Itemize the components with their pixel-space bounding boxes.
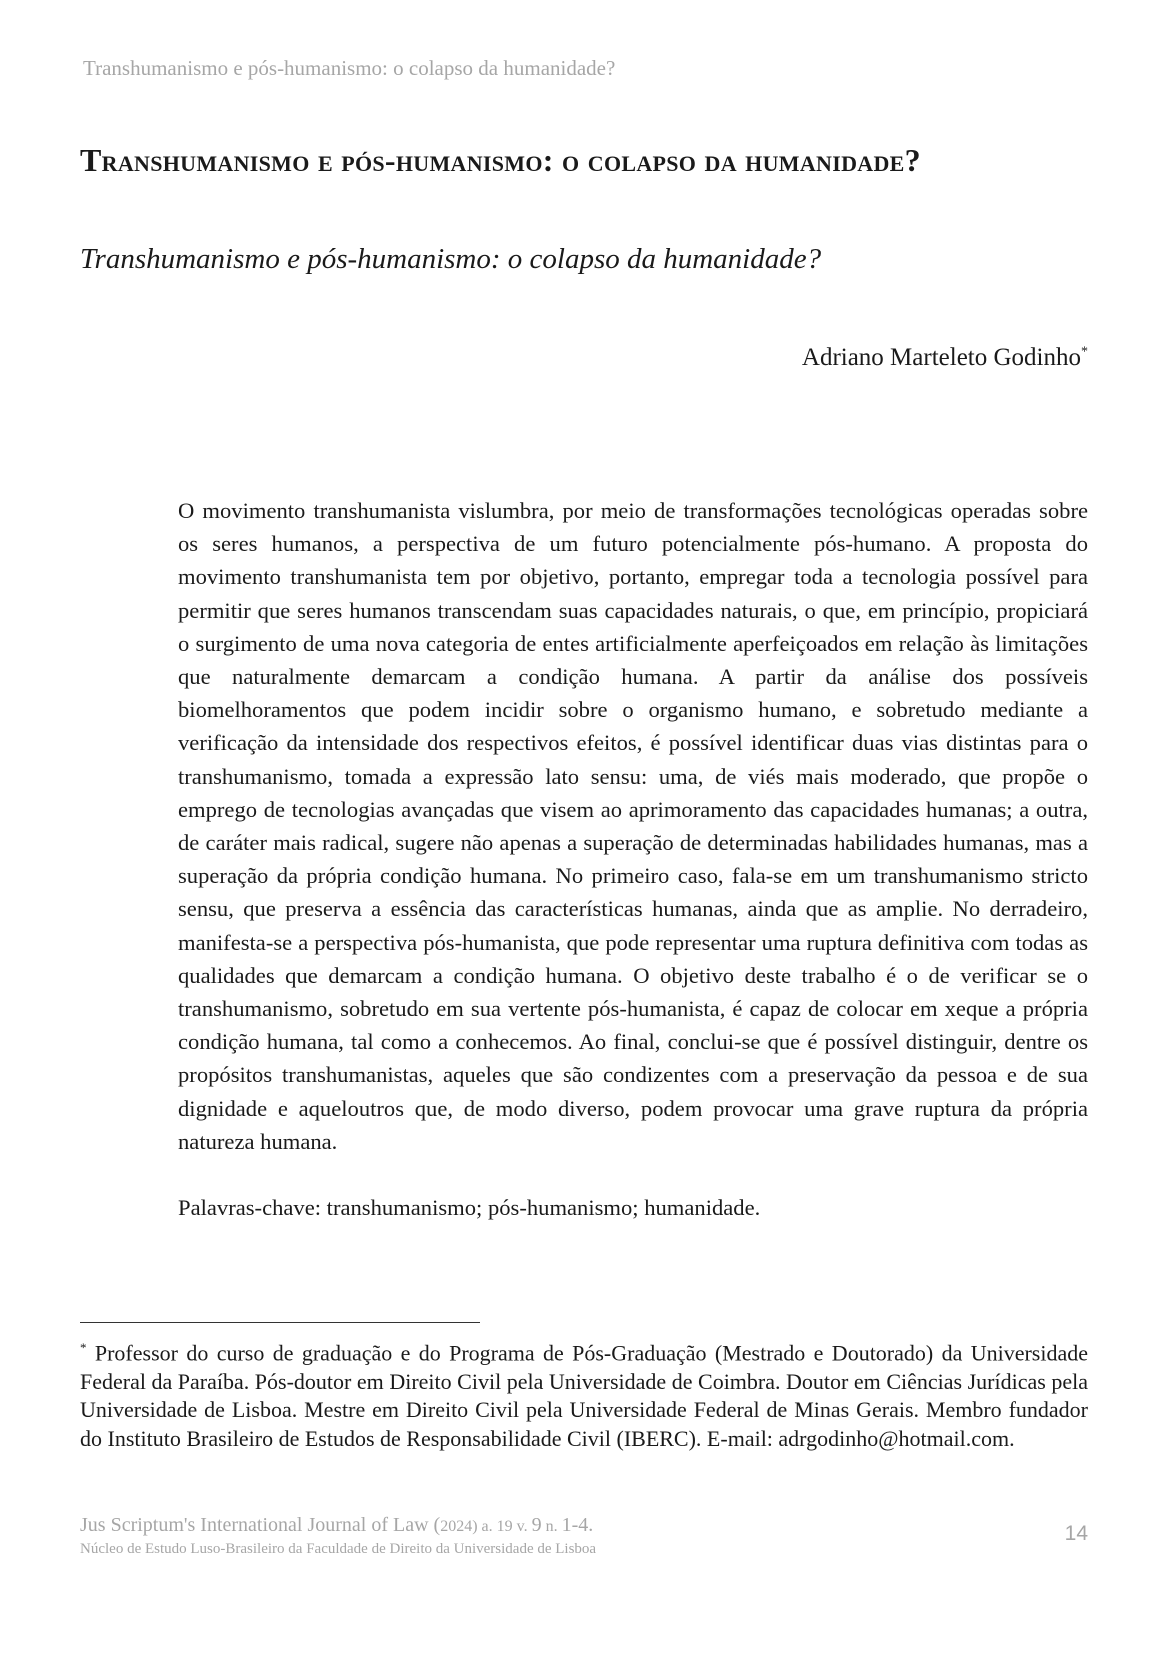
paper-title: Transhumanismo e pós-humanismo: o colapso da humanidade? xyxy=(80,142,921,178)
footnote-text: Professor do curso de graduação e do Programa de Pós-Graduação (Mestrado e Doutorado) da Universidade Federal da Paraíba. Pós-doutor em Direito Civil pela Universidade de Coimbra. Doutor em Ciências Jurídicas pela Universidade de Lisboa. Mestre em Direito Civil pela Universidade Federal de Minas Gerais. Membro fundador do Instituto Brasileiro de Estudos de Responsabilidade Civil (IBERC). E-mail: adrgodinho@hotmail.com. xyxy=(80,1340,1089,1451)
author-footnote-marker[interactable]: * xyxy=(1081,344,1088,360)
journal-citation xyxy=(80,1514,593,1537)
journal-issue-v: 9 xyxy=(531,1514,542,1536)
journal-issue-prefix: ) a. xyxy=(472,1518,497,1535)
footnote xyxy=(80,1334,1088,1453)
institution: Núcleo de Estudo Luso-Brasileiro da Faculdade de Direito da Universidade de Lisboa xyxy=(80,1541,597,1557)
author-line xyxy=(802,344,1088,372)
abstract: O movimento transhumanista vislumbra, por meio de transformações tecnológicas operadas sobre os seres humanos, a perspectiva de um futuro potencialmente pós-humano. A proposta do movimento transhumanista tem por objetivo, portanto, empregar toda a tecnologia possível para permitir que seres humanos transcendam suas capacidades naturais, o que, em princípio, propiciará o surgimento de uma nova categoria de entes artificialmente aperfeiçoados em relação às limitações que naturalmente demarcam a condição humana. A partir da análise dos possíveis biomelhoramentos que podem incidir sobre o organismo humano, e sobretudo mediante a verificação da intensidade dos respectivos efeitos, é possível identificar duas vias distintas para o transhumanismo, tomada a expressão lato sensu: uma, de viés mais moderado, que propõe o emprego de tecnologias avançadas que visem ao aprimoramento das capacidades humanas; a outra, de caráter mais radical, sugere não apenas a superação de determinadas habilidades humanas, mas a superação da própria condição humana. No primeiro caso, fala-se em um transhumanismo stricto sensu, que preserva a essência das características humanas, ainda que as amplie. No derradeiro, manifesta-se a perspectiva pós-humanista, que pode representar uma ruptura definitiva com todas as qualidades que demarcam a condição humana. O objetivo deste trabalho é o de verificar se o transhumanismo, sobretudo em sua vertente pós-humanista, é capaz de colocar em xeque a própria condição humana, tal como a conhecemos. Ao final, conclui-se que é possível distinguir, dentre os propósitos transhumanistas, aqueles que são condizentes com a preservação da pessoa e de sua dignidade e aqueloutros que, de modo diverso, podem provocar uma grave ruptura da própria natureza humana. xyxy=(178,498,1088,1154)
journal-issue-v-label: v. xyxy=(512,1518,532,1535)
journal-issue-a: 19 xyxy=(496,1518,513,1535)
journal-issue-n-label: n. xyxy=(541,1518,562,1535)
keywords: Palavras-chave: transhumanismo; pós-humanismo; humanidade. xyxy=(178,1195,761,1220)
running-header: Transhumanismo e pós-humanismo: o colapso da humanidade? xyxy=(83,56,616,80)
journal-name: Jus Scriptum's International Journal of Law ( xyxy=(80,1514,441,1536)
journal-year: 2024 xyxy=(440,1518,473,1535)
author-name: Adriano Marteleto Godinho xyxy=(801,344,1081,371)
page-number: 14 xyxy=(1064,1522,1088,1545)
paper-subtitle: Transhumanismo e pós-humanismo: o colapso da humanidade? xyxy=(80,243,822,275)
footnote-divider xyxy=(80,1322,480,1323)
footnote-marker: * xyxy=(80,1340,87,1355)
journal-issue-n: 1-4. xyxy=(561,1514,594,1536)
